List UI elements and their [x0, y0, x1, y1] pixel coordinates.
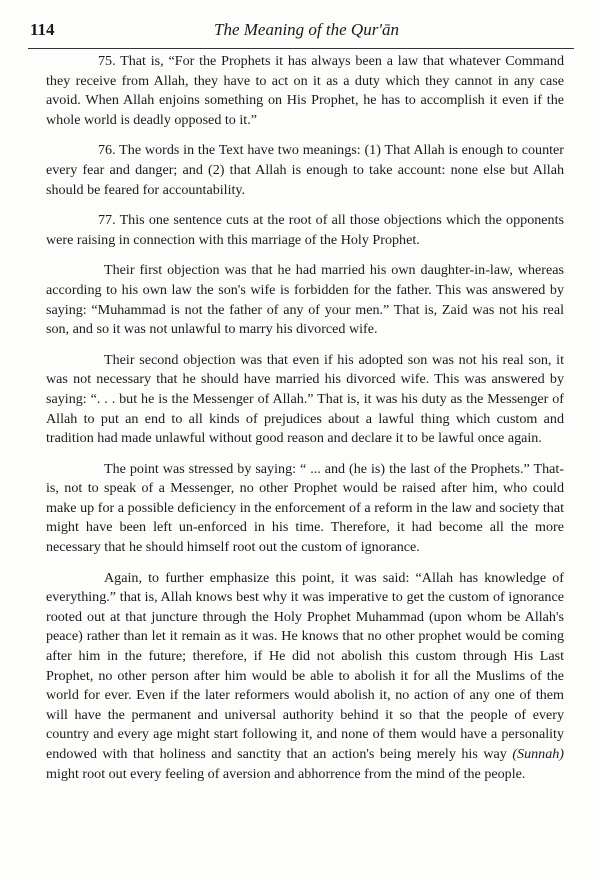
note-75-paragraph: 75. That is, “For the Prophets it has always been a law that whatever Command they receive from Allah, they have to act on it as a duty which they cannot in any case avoid. When Allah enjoins something on His Prophet, he has to accomplish it even if the whole world is deadly opposed to it.” [46, 53, 564, 128]
header-rule [28, 48, 574, 49]
first-objection-paragraph: Their first objection was that he had married his own daughter-in-law, whereas according to his own law the son's wife is forbidden for the father. This was answered by saying: “Muhammad is not the father of any of your men.” That is, Zaid was not his real son, and so it was not unlawful to marry his divorced wife. [46, 262, 564, 338]
knowledge-paragraph-ending: might root out every feeling of aversion and abhorrence from the mind of the people. [46, 765, 526, 782]
knowledge-paragraph-text: Again, to further emphasize this point, it was said: “Allah has knowledge of everything.” that is, Allah knows best why it was imperative to get the custom of ignorance rooted out at that juncture through the Holy Prophet Muhammad (upon whom be Allah's peace) rather than let it remain as it was. He knows that no other prophet would be coming after him in the future; therefore, if He did not abolish this custom through His Last Prophet, no other person after him would be able to abolish it for all the Muslims of the world for ever. Even if the later reformers would abolish it, no action of any one of them will have the permanent and universal authority behind it so that the people of every country and every age might start following it, and none of them would have a personality endowed with that holiness and sanctity that an action's being merely his way [46, 569, 564, 762]
page-number: 114 [30, 20, 55, 39]
sunnah-term: (Sunnah) [512, 746, 564, 762]
note-77-paragraph: 77. This one sentence cuts at the root of all those objections which the opponents were raising in connection with this marriage of the Holy Prophet. [46, 212, 564, 248]
running-title: The Meaning of the Qur'ān [214, 20, 399, 39]
page-header [0, 18, 600, 46]
last-prophet-paragraph: The point was stressed by saying: “ ... and (he is) the last of the Prophets.” That-is, not to speak of a Messenger, no other Prophet would be raised after him, who could make up for a possible deficiency in the enforcement of a reform in the law and society that might have been left un-enforced in his time. Therefore, it had become all the more necessary that he should himself root out the custom of ignorance. [46, 460, 564, 556]
body-text [46, 52, 564, 795]
second-objection-paragraph: Their second objection was that even if his adopted son was not his real son, it was not necessary that he should have married his divorced wife. This was answered by saying: “. . . but he is the Messenger of Allah.” That is, it was his duty as the Messenger of Allah to put an end to all kinds of prejudices about a lawful thing which custom and tradition had made unlawful without good reason and declare it to be lawful once again. [46, 351, 564, 447]
knowledge-paragraph [46, 569, 564, 785]
note-76-paragraph: 76. The words in the Text have two meanings: (1) That Allah is enough to counter every fear and danger; and (2) that Allah is enough to take account: none else but Allah should be feared for accountability. [46, 142, 564, 198]
